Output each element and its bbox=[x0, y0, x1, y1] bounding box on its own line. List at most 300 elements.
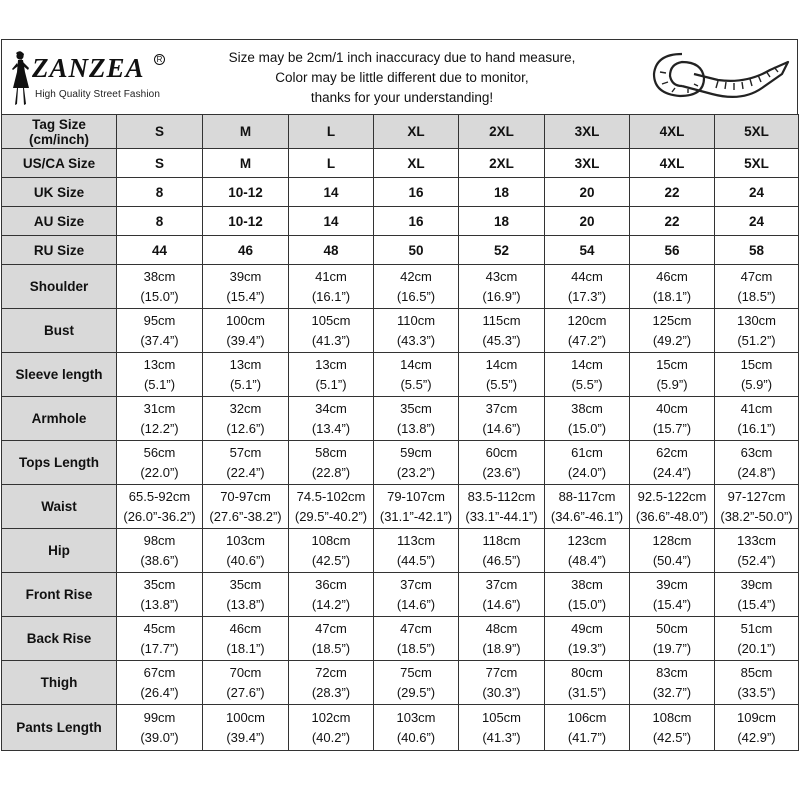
measurement-cell bbox=[374, 265, 459, 309]
size-cell: 4XL bbox=[630, 115, 715, 149]
cm-value: 75cm bbox=[400, 664, 432, 680]
cm-value: 41cm bbox=[740, 400, 773, 416]
inch-value: (49.2”) bbox=[652, 332, 692, 348]
measurement-cell bbox=[459, 485, 545, 529]
measurement-cell bbox=[715, 397, 799, 441]
inch-value: (5.5”) bbox=[485, 376, 518, 392]
size-cell: 22 bbox=[630, 178, 715, 207]
size-row bbox=[2, 149, 799, 178]
size-cell: 18 bbox=[459, 178, 545, 207]
measurement-label: Hip bbox=[2, 529, 117, 573]
cm-value: 13cm bbox=[229, 356, 262, 372]
measurement-label: Sleeve length bbox=[2, 353, 117, 397]
size-cell: 8 bbox=[117, 178, 203, 207]
measurement-cell bbox=[630, 353, 715, 397]
inch-value: (36.6”-48.0”) bbox=[635, 508, 709, 524]
notice-line: Color may be little different due to monitor, bbox=[275, 70, 529, 85]
cm-value: 15cm bbox=[740, 356, 773, 372]
cm-value: 59cm bbox=[400, 444, 432, 460]
inch-value: (17.3”) bbox=[567, 288, 607, 304]
inch-value: (13.8”) bbox=[226, 596, 265, 612]
size-cell: 10-12 bbox=[203, 178, 289, 207]
cm-value: 74.5-102cm bbox=[296, 488, 366, 504]
cm-value: 47cm bbox=[400, 620, 432, 636]
measurement-label: Waist bbox=[2, 485, 117, 529]
size-cell: 16 bbox=[374, 207, 459, 236]
measurement-cell bbox=[459, 397, 545, 441]
cm-value: 118cm bbox=[482, 532, 521, 548]
measurement-cell bbox=[289, 573, 374, 617]
inch-value: (32.7”) bbox=[652, 684, 692, 700]
measurement-row bbox=[2, 573, 799, 617]
measurement-cell bbox=[289, 661, 374, 705]
size-cell: 14 bbox=[289, 207, 374, 236]
inch-value: (16.9”) bbox=[482, 288, 521, 304]
inch-value: (12.2”) bbox=[140, 420, 179, 436]
measurement-notice bbox=[212, 48, 592, 108]
cm-value: 15cm bbox=[656, 356, 688, 372]
measurement-label: Tops Length bbox=[2, 441, 117, 485]
cm-value: 77cm bbox=[485, 664, 518, 680]
cm-value: 95cm bbox=[143, 312, 176, 328]
inch-value: (5.1”) bbox=[315, 376, 347, 392]
cm-value: 70cm bbox=[229, 664, 262, 680]
measurement-cell bbox=[117, 485, 203, 529]
inch-value: (18.1”) bbox=[226, 640, 265, 656]
inch-value: (14.6”) bbox=[482, 596, 521, 612]
cm-value: 103cm bbox=[225, 532, 266, 548]
size-row-label: AU Size bbox=[2, 207, 117, 236]
measurement-label: Pants Length bbox=[2, 705, 117, 751]
cm-value: 109cm bbox=[736, 709, 777, 725]
measurement-cell bbox=[117, 397, 203, 441]
cm-value: 37cm bbox=[485, 400, 518, 416]
measurement-cell bbox=[203, 441, 289, 485]
inch-value: (18.5”) bbox=[396, 640, 436, 656]
inch-value: (13.4”) bbox=[311, 420, 351, 436]
inch-value: (5.1”) bbox=[229, 376, 262, 392]
measurement-cell bbox=[545, 529, 630, 573]
size-cell: M bbox=[203, 149, 289, 178]
size-row-label: US/CA Size bbox=[2, 149, 117, 178]
inch-value: (22.0”) bbox=[140, 464, 179, 480]
cm-value: 41cm bbox=[315, 268, 347, 284]
measurement-cell bbox=[545, 309, 630, 353]
inch-value: (52.4”) bbox=[737, 552, 776, 568]
measurement-cell bbox=[374, 397, 459, 441]
cm-value: 57cm bbox=[229, 444, 262, 460]
size-cell: M bbox=[203, 115, 289, 149]
inch-value: (24.0”) bbox=[567, 464, 607, 480]
inch-value: (40.2”) bbox=[311, 729, 351, 745]
inch-value: (27.6”-38.2”) bbox=[209, 508, 282, 524]
measurement-cell bbox=[715, 617, 799, 661]
inch-value: (24.4”) bbox=[652, 464, 692, 480]
inch-value: (17.7”) bbox=[140, 640, 179, 656]
cm-value: 38cm bbox=[571, 576, 603, 592]
size-cell: 5XL bbox=[715, 149, 799, 178]
cm-value: 48cm bbox=[485, 620, 518, 636]
measurement-cell bbox=[715, 265, 799, 309]
inch-value: (42.9”) bbox=[737, 729, 776, 745]
inch-value: (15.0”) bbox=[567, 596, 607, 612]
cm-value: 38cm bbox=[571, 400, 603, 416]
measurement-cell bbox=[289, 705, 374, 751]
measurement-cell bbox=[545, 573, 630, 617]
measurement-row bbox=[2, 265, 799, 309]
cm-value: 99cm bbox=[143, 709, 176, 725]
cm-value: 62cm bbox=[656, 444, 688, 460]
measurement-cell bbox=[715, 441, 799, 485]
size-row bbox=[2, 115, 799, 149]
measurement-cell bbox=[459, 705, 545, 751]
measurement-cell bbox=[203, 529, 289, 573]
measurement-cell bbox=[374, 529, 459, 573]
cm-value: 43cm bbox=[485, 268, 518, 284]
cm-value: 67cm bbox=[143, 664, 176, 680]
measurement-cell bbox=[289, 441, 374, 485]
size-row-label: Tag Size (cm/inch) bbox=[2, 115, 117, 149]
measurement-cell bbox=[117, 309, 203, 353]
measurement-label: Thigh bbox=[2, 661, 117, 705]
size-cell: 58 bbox=[715, 236, 799, 265]
inch-value: (18.5”) bbox=[737, 288, 776, 304]
cm-value: 65.5-92cm bbox=[128, 488, 191, 504]
inch-value: (26.0”-36.2”) bbox=[123, 508, 196, 524]
measurement-cell bbox=[289, 265, 374, 309]
measurement-cell bbox=[374, 309, 459, 353]
cm-value: 13cm bbox=[315, 356, 347, 372]
size-cell: 4XL bbox=[630, 149, 715, 178]
inch-value: (34.6”-46.1”) bbox=[550, 508, 624, 524]
inch-value: (18.1”) bbox=[652, 288, 692, 304]
measurement-cell bbox=[203, 353, 289, 397]
inch-value: (13.8”) bbox=[140, 596, 179, 612]
measurement-cell bbox=[203, 617, 289, 661]
cm-value: 79-107cm bbox=[387, 488, 445, 504]
measurement-label: Bust bbox=[2, 309, 117, 353]
cm-value: 14cm bbox=[485, 356, 518, 372]
inch-value: (37.4”) bbox=[140, 332, 179, 348]
cm-value: 128cm bbox=[652, 532, 692, 548]
cm-value: 98cm bbox=[143, 532, 176, 548]
measurement-cell bbox=[117, 441, 203, 485]
size-cell: 24 bbox=[715, 207, 799, 236]
registered-mark: R bbox=[154, 54, 165, 65]
measurement-cell bbox=[459, 353, 545, 397]
cm-value: 70-97cm bbox=[220, 488, 271, 504]
measurement-row bbox=[2, 397, 799, 441]
inch-value: (16.1”) bbox=[311, 288, 351, 304]
inch-value: (23.6”) bbox=[482, 464, 521, 480]
cm-value: 133cm bbox=[736, 532, 777, 548]
cm-value: 35cm bbox=[143, 576, 176, 592]
measurement-cell bbox=[630, 529, 715, 573]
measurement-cell bbox=[117, 529, 203, 573]
inch-value: (33.5”) bbox=[737, 684, 776, 700]
measurement-cell bbox=[203, 397, 289, 441]
cm-value: 92.5-122cm bbox=[637, 488, 707, 504]
cm-value: 45cm bbox=[143, 620, 176, 636]
measurement-cell bbox=[289, 529, 374, 573]
cm-value: 123cm bbox=[567, 532, 607, 548]
size-table bbox=[1, 114, 799, 751]
brand-logo bbox=[6, 48, 206, 108]
measurement-cell bbox=[203, 661, 289, 705]
cm-value: 35cm bbox=[229, 576, 262, 592]
cm-value: 103cm bbox=[396, 709, 436, 725]
cm-value: 14cm bbox=[400, 356, 432, 372]
size-rows bbox=[2, 115, 799, 265]
size-row-label: RU Size bbox=[2, 236, 117, 265]
inch-value: (16.1”) bbox=[737, 420, 776, 436]
measurement-cell bbox=[545, 617, 630, 661]
inch-value: (47.2”) bbox=[567, 332, 607, 348]
measurement-cell bbox=[630, 485, 715, 529]
measurement-cell bbox=[203, 265, 289, 309]
cm-value: 80cm bbox=[571, 664, 603, 680]
measurement-cell bbox=[545, 397, 630, 441]
inch-value: (42.5”) bbox=[652, 729, 692, 745]
inch-value: (12.6”) bbox=[226, 420, 265, 436]
measurement-cell bbox=[203, 485, 289, 529]
size-cell: L bbox=[289, 149, 374, 178]
measurement-cell bbox=[630, 265, 715, 309]
cm-value: 46cm bbox=[656, 268, 688, 284]
size-cell: 3XL bbox=[545, 115, 630, 149]
cm-value: 88-117cm bbox=[558, 488, 616, 504]
measurement-cell bbox=[715, 661, 799, 705]
cm-value: 37cm bbox=[400, 576, 432, 592]
cm-value: 110cm bbox=[396, 312, 436, 328]
cm-value: 14cm bbox=[571, 356, 603, 372]
measurement-cell bbox=[289, 617, 374, 661]
cm-value: 115cm bbox=[482, 312, 521, 328]
inch-value: (43.3”) bbox=[396, 332, 436, 348]
measurement-cell bbox=[203, 573, 289, 617]
measurement-label: Armhole bbox=[2, 397, 117, 441]
measurement-cell bbox=[289, 397, 374, 441]
measurement-cell bbox=[715, 529, 799, 573]
size-cell: 20 bbox=[545, 178, 630, 207]
cm-value: 38cm bbox=[143, 268, 176, 284]
inch-value: (39.4”) bbox=[226, 332, 265, 348]
measurement-cell bbox=[117, 265, 203, 309]
measurement-cell bbox=[715, 573, 799, 617]
cm-value: 47cm bbox=[740, 268, 773, 284]
inch-value: (27.6”) bbox=[226, 684, 265, 700]
size-cell: S bbox=[117, 149, 203, 178]
inch-value: (38.2”-50.0”) bbox=[720, 508, 793, 524]
cm-value: 72cm bbox=[315, 664, 347, 680]
cm-value: 39cm bbox=[229, 268, 262, 284]
measurement-row bbox=[2, 617, 799, 661]
measurement-cell bbox=[117, 705, 203, 751]
inch-value: (26.4”) bbox=[140, 684, 179, 700]
inch-value: (28.3”) bbox=[311, 684, 351, 700]
cm-value: 47cm bbox=[315, 620, 347, 636]
size-cell: 16 bbox=[374, 178, 459, 207]
measurement-cell bbox=[117, 573, 203, 617]
measurement-cell bbox=[374, 441, 459, 485]
measurement-cell bbox=[715, 309, 799, 353]
inch-value: (45.3”) bbox=[482, 332, 521, 348]
cm-value: 34cm bbox=[315, 400, 347, 416]
cm-value: 39cm bbox=[656, 576, 688, 592]
cm-value: 100cm bbox=[225, 312, 266, 328]
inch-value: (15.0”) bbox=[140, 288, 179, 304]
size-cell: XL bbox=[374, 149, 459, 178]
cm-value: 36cm bbox=[315, 576, 347, 592]
measurement-cell bbox=[203, 309, 289, 353]
cm-value: 85cm bbox=[740, 664, 773, 680]
measurement-cell bbox=[545, 705, 630, 751]
inch-value: (42.5”) bbox=[311, 552, 351, 568]
inch-value: (14.2”) bbox=[311, 596, 351, 612]
size-cell: 46 bbox=[203, 236, 289, 265]
size-cell: 50 bbox=[374, 236, 459, 265]
cm-value: 97-127cm bbox=[727, 488, 786, 504]
size-cell: 48 bbox=[289, 236, 374, 265]
cm-value: 42cm bbox=[400, 268, 432, 284]
inch-value: (41.3”) bbox=[311, 332, 351, 348]
measurement-cell bbox=[715, 705, 799, 751]
size-row bbox=[2, 236, 799, 265]
measurement-cell bbox=[545, 661, 630, 705]
size-cell: 10-12 bbox=[203, 207, 289, 236]
measurement-cell bbox=[630, 661, 715, 705]
cm-value: 40cm bbox=[656, 400, 688, 416]
measuring-tape-icon bbox=[642, 44, 792, 110]
inch-value: (24.8”) bbox=[737, 464, 776, 480]
measurement-cell bbox=[374, 661, 459, 705]
inch-value: (39.4”) bbox=[226, 729, 265, 745]
inch-value: (14.6”) bbox=[396, 596, 436, 612]
brand-name: ZANZEA bbox=[32, 53, 145, 83]
inch-value: (14.6”) bbox=[482, 420, 521, 436]
notice-line: Size may be 2cm/1 inch inaccuracy due to hand measure, bbox=[228, 50, 576, 65]
cm-value: 13cm bbox=[143, 356, 176, 372]
cm-value: 102cm bbox=[311, 709, 351, 725]
size-row bbox=[2, 207, 799, 236]
measurement-cell bbox=[459, 661, 545, 705]
cm-value: 51cm bbox=[740, 620, 773, 636]
measurement-label: Shoulder bbox=[2, 265, 117, 309]
measurement-cell bbox=[374, 617, 459, 661]
measurement-cell bbox=[545, 441, 630, 485]
cm-value: 31cm bbox=[143, 400, 176, 416]
measurement-row bbox=[2, 485, 799, 529]
inch-value: (15.0”) bbox=[567, 420, 607, 436]
cm-value: 61cm bbox=[571, 444, 603, 460]
measurement-cell bbox=[459, 573, 545, 617]
inch-value: (31.5”) bbox=[567, 684, 607, 700]
inch-value: (23.2”) bbox=[396, 464, 436, 480]
measurement-cell bbox=[117, 617, 203, 661]
size-cell: 44 bbox=[117, 236, 203, 265]
measurement-cell bbox=[289, 309, 374, 353]
inch-value: (18.9”) bbox=[482, 640, 521, 656]
inch-value: (15.4”) bbox=[226, 288, 265, 304]
size-cell: 56 bbox=[630, 236, 715, 265]
measurement-cell bbox=[545, 265, 630, 309]
measurement-label: Front Rise bbox=[2, 573, 117, 617]
cm-value: 100cm bbox=[225, 709, 266, 725]
measurement-cell bbox=[117, 661, 203, 705]
measurement-row bbox=[2, 661, 799, 705]
cm-value: 83cm bbox=[656, 664, 688, 680]
cm-value: 105cm bbox=[481, 709, 522, 725]
inch-value: (22.4”) bbox=[226, 464, 265, 480]
size-cell: 3XL bbox=[545, 149, 630, 178]
size-row bbox=[2, 178, 799, 207]
cm-value: 39cm bbox=[740, 576, 773, 592]
measurement-cell bbox=[289, 353, 374, 397]
size-cell: 24 bbox=[715, 178, 799, 207]
cm-value: 83.5-112cm bbox=[467, 488, 536, 504]
cm-value: 105cm bbox=[311, 312, 351, 328]
inch-value: (33.1”-44.1”) bbox=[465, 508, 538, 524]
measurement-cell bbox=[715, 353, 799, 397]
cm-value: 56cm bbox=[143, 444, 176, 460]
measurement-row bbox=[2, 705, 799, 751]
inch-value: (48.4”) bbox=[567, 552, 607, 568]
size-cell: 8 bbox=[117, 207, 203, 236]
notice-line: thanks for your understanding! bbox=[310, 90, 494, 105]
cm-value: 32cm bbox=[229, 400, 262, 416]
measurement-cell bbox=[374, 573, 459, 617]
measurement-cell bbox=[459, 617, 545, 661]
size-cell: S bbox=[117, 115, 203, 149]
cm-value: 113cm bbox=[396, 532, 436, 548]
measurement-cell bbox=[545, 353, 630, 397]
inch-value: (29.5”-40.2”) bbox=[294, 508, 368, 524]
brand-tagline: High Quality Street Fashion bbox=[35, 89, 160, 100]
measurement-cell bbox=[630, 705, 715, 751]
size-cell: 2XL bbox=[459, 115, 545, 149]
inch-value: (31.1”-42.1”) bbox=[379, 508, 453, 524]
inch-value: (13.8”) bbox=[396, 420, 436, 436]
inch-value: (40.6”) bbox=[396, 729, 436, 745]
size-cell: 2XL bbox=[459, 149, 545, 178]
cm-value: 58cm bbox=[315, 444, 347, 460]
inch-value: (5.5”) bbox=[400, 376, 432, 392]
inch-value: (19.7”) bbox=[652, 640, 692, 656]
cm-value: 120cm bbox=[567, 312, 607, 328]
inch-value: (15.7”) bbox=[652, 420, 692, 436]
inch-value: (16.5”) bbox=[396, 288, 436, 304]
size-cell: 5XL bbox=[715, 115, 799, 149]
cm-value: 46cm bbox=[229, 620, 262, 636]
measurement-cell bbox=[630, 573, 715, 617]
measurement-row bbox=[2, 441, 799, 485]
size-cell: 14 bbox=[289, 178, 374, 207]
inch-value: (5.1”) bbox=[143, 376, 176, 392]
inch-value: (41.3”) bbox=[482, 729, 521, 745]
cm-value: 49cm bbox=[571, 620, 603, 636]
inch-value: (46.5”) bbox=[482, 552, 521, 568]
size-row-label: UK Size bbox=[2, 178, 117, 207]
measurement-rows bbox=[2, 265, 799, 751]
inch-value: (18.5”) bbox=[311, 640, 351, 656]
size-cell: 54 bbox=[545, 236, 630, 265]
inch-value: (15.4”) bbox=[652, 596, 692, 612]
measurement-cell bbox=[459, 441, 545, 485]
measurement-label: Back Rise bbox=[2, 617, 117, 661]
measurement-row bbox=[2, 353, 799, 397]
measurement-cell bbox=[117, 353, 203, 397]
cm-value: 106cm bbox=[567, 709, 607, 725]
